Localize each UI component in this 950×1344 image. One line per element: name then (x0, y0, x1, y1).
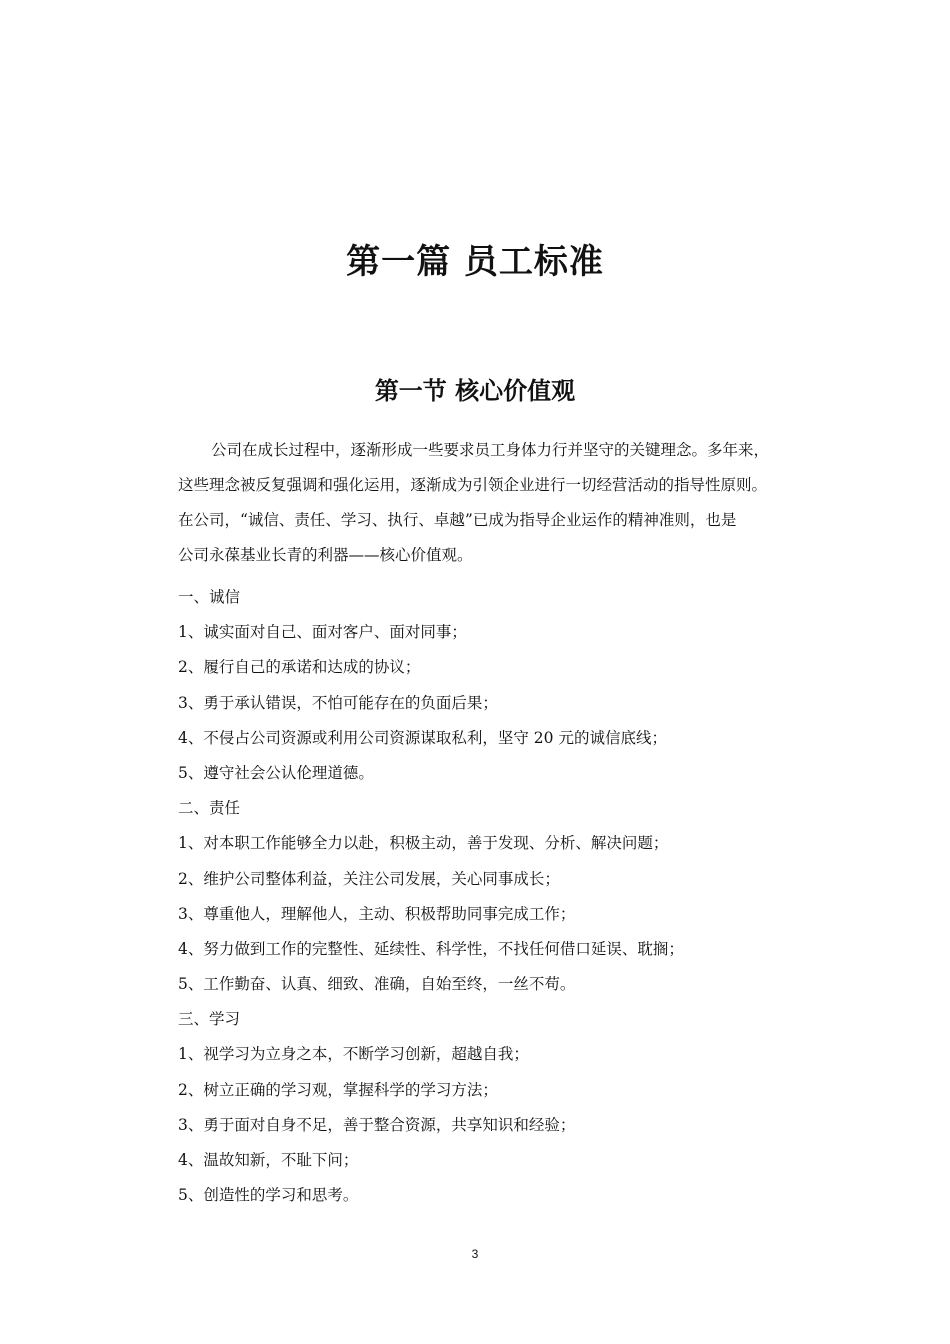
intro-line: 这些理念被反复强调和强化运用，逐渐成为引领企业进行一切经营活动的指导性原则。 (178, 476, 768, 494)
page-number: 3 (471, 1247, 479, 1261)
list-item: 2、履行自己的承诺和达成的协议； (178, 658, 421, 677)
value-list (178, 580, 838, 1213)
part-title: 第一篇 员工标准 (346, 241, 604, 282)
list-item: 2、树立正确的学习观，掌握科学的学习方法； (178, 1080, 498, 1099)
category-heading: 二、责任 (178, 799, 241, 818)
list-item: 1、诚实面对自己、面对客户、面对同事； (178, 623, 467, 642)
intro-paragraph (178, 433, 838, 573)
list-item: 4、温故知新，不耻下问； (178, 1151, 359, 1169)
list-item: 3、勇于承认错误，不怕可能存在的负面后果； (178, 693, 498, 712)
list-item: 5、工作勤奋、认真、细致、准确，自始至终，一丝不苟。 (178, 975, 576, 994)
list-item: 1、视学习为立身之本，不断学习创新，超越自我； (178, 1045, 529, 1064)
section-title: 第一节 核心价值观 (374, 375, 576, 405)
list-item: 3、尊重他人，理解他人，主动、积极帮助同事完成工作； (178, 904, 576, 923)
list-item: 4、不侵占公司资源或利用公司资源谋取私利，坚守 20 元的诚信底线； (178, 728, 667, 747)
list-item: 1、对本职工作能够全力以赴，积极主动，善于发现、分析、解决问题； (178, 834, 669, 853)
list-item: 5、遵守社会公认伦理道德。 (178, 763, 374, 782)
category-heading: 一、诚信 (178, 588, 241, 606)
intro-line: 公司在成长过程中，逐渐形成一些要求员工身体力行并坚守的关键理念。多年来， (211, 441, 770, 459)
list-item: 3、勇于面对自身不足，善于整合资源，共享知识和经验； (178, 1115, 576, 1134)
list-item: 5、创造性的学习和思考。 (178, 1186, 359, 1205)
category-heading: 三、学习 (178, 1010, 241, 1029)
list-item: 2、维护公司整体利益，关注公司发展，关心同事成长； (178, 869, 560, 888)
intro-line: 在公司，“诚信、责任、学习、执行、卓越”已成为指导企业运作的精神准则，也是 (178, 511, 737, 529)
intro-line: 公司永葆基业长青的利器——核心价值观。 (178, 546, 473, 564)
list-item: 4、努力做到工作的完整性、延续性、科学性，不找任何借口延误、耽搁； (178, 939, 684, 958)
